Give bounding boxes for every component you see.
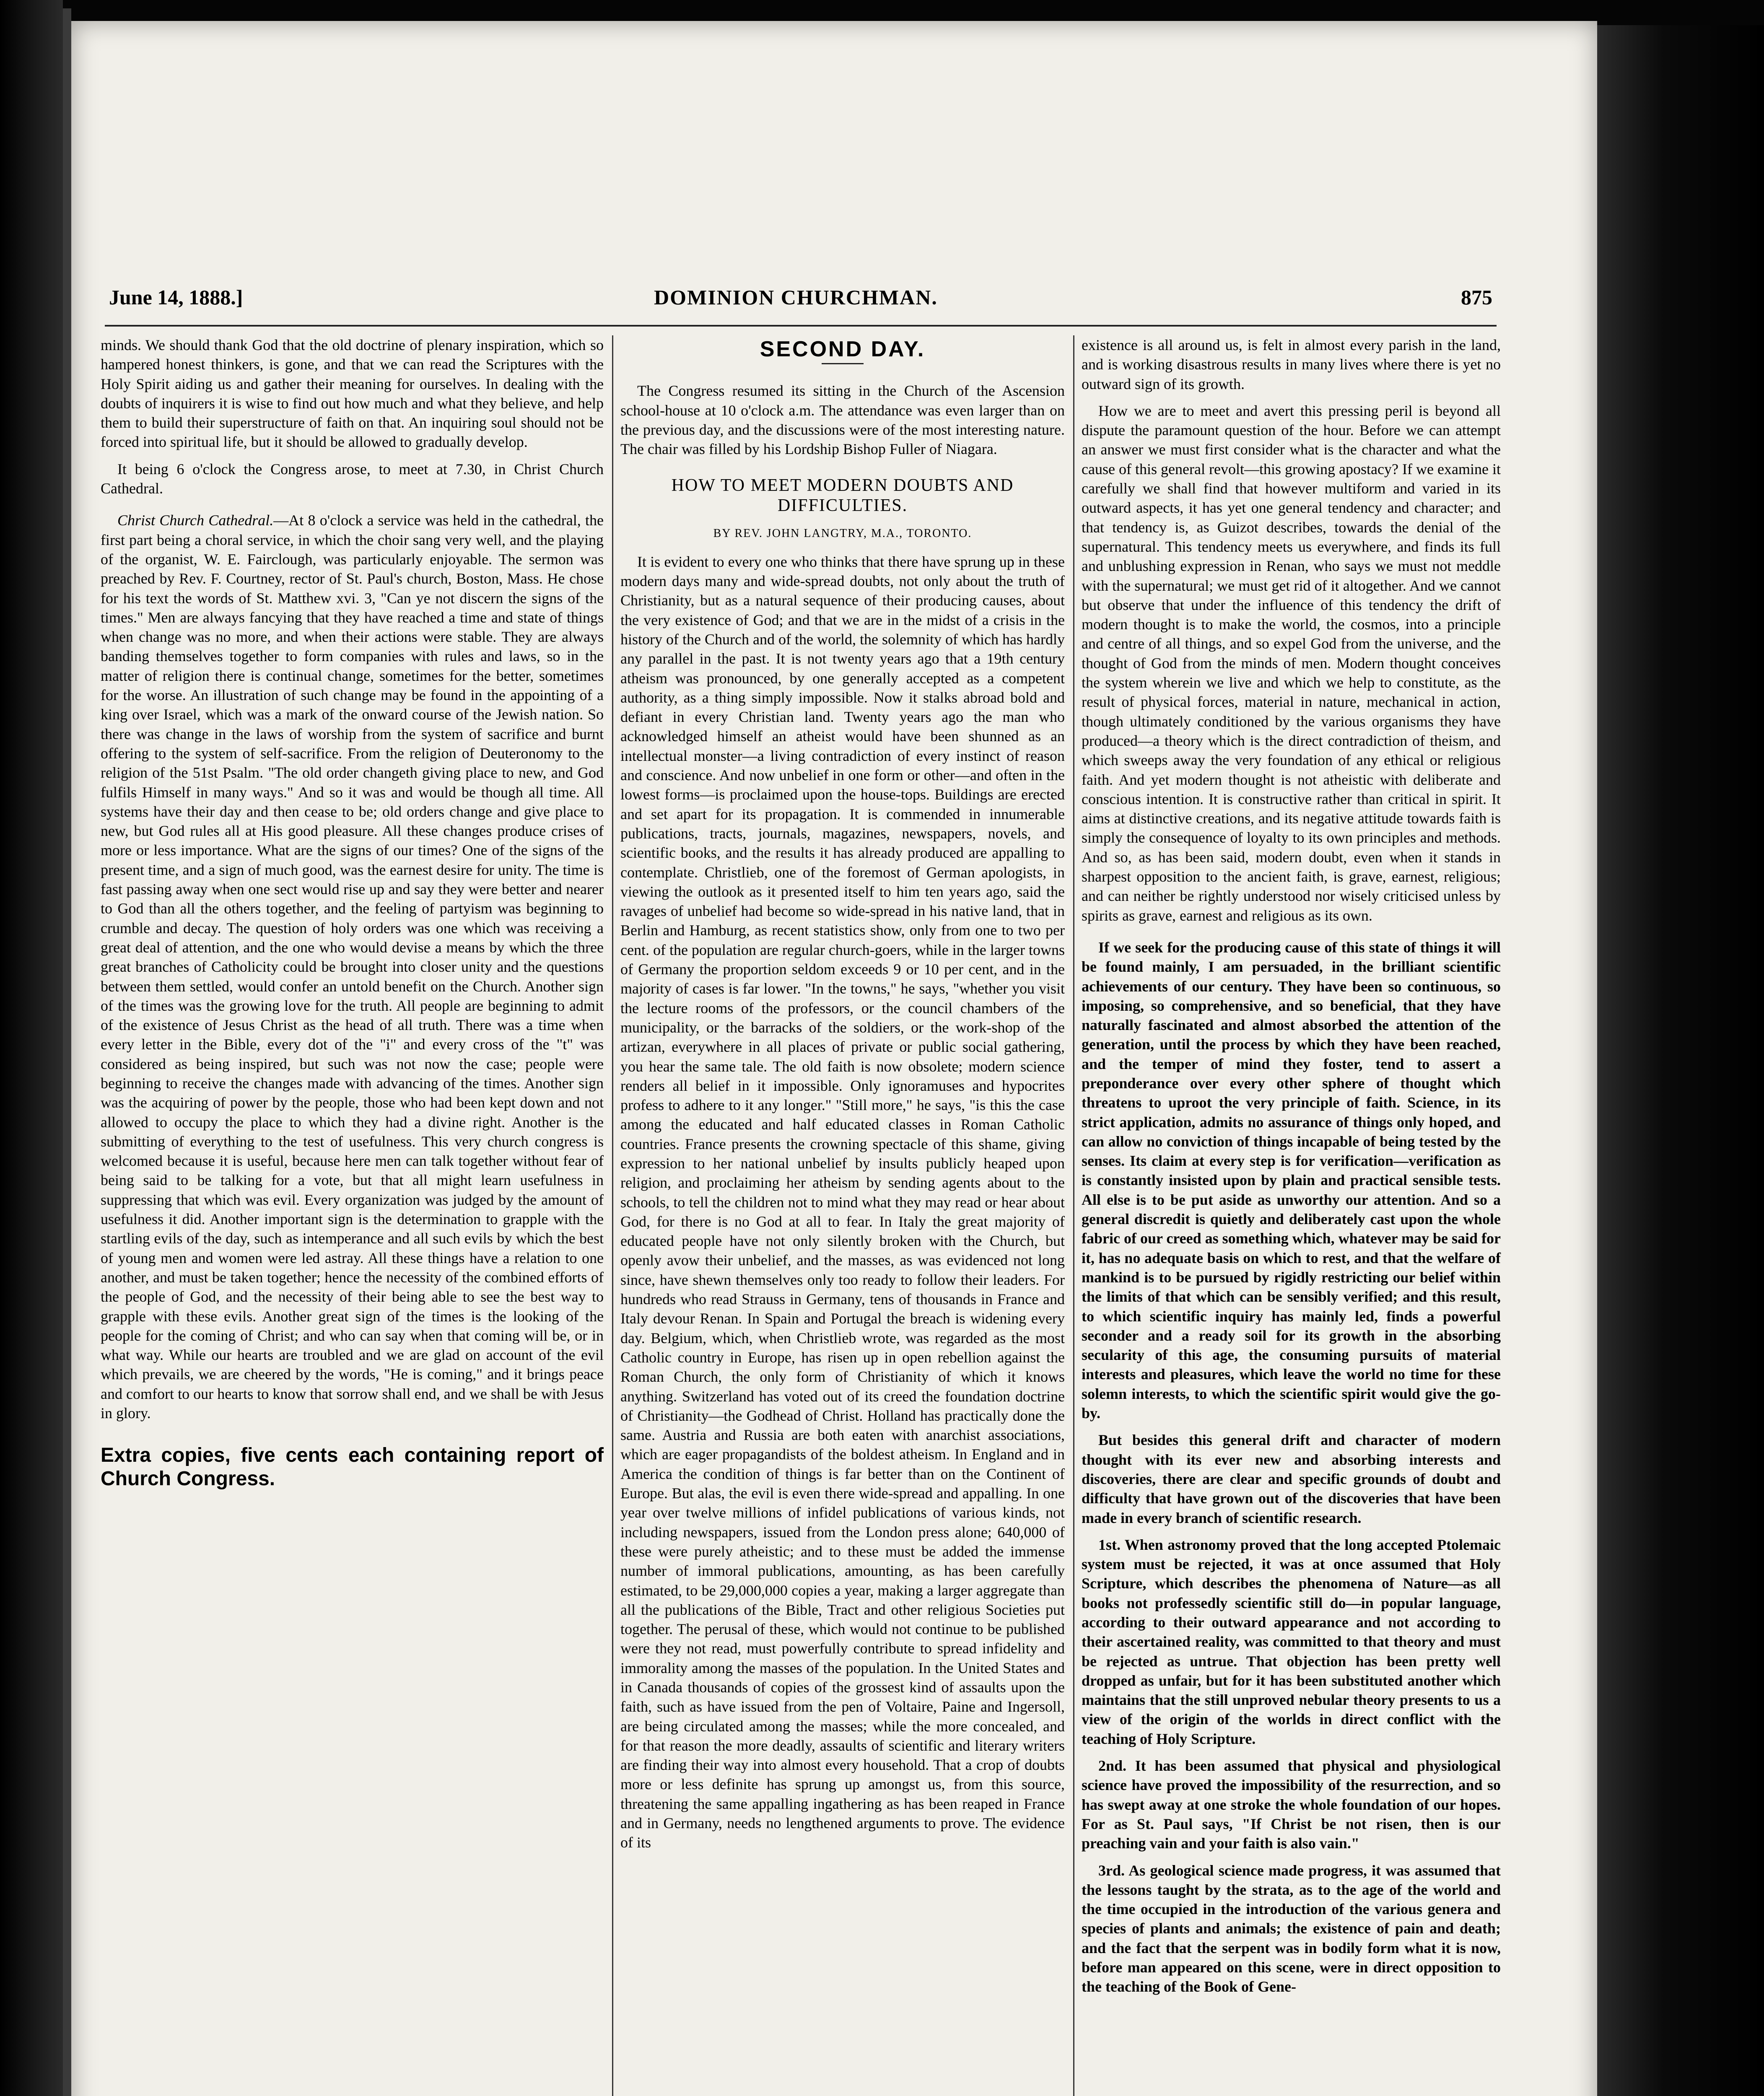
paragraph: existence is all around us, is felt in almost every parish in the land, and is working disastrous results in many lives where there is yet no outward sign of its growth. [1082, 337, 1501, 392]
column-3 [1082, 335, 1501, 2096]
paragraph: 3rd. As geological science made progress, it was assumed that the lessons taught by the strata, as to the age of the world and the time occupied in the introduction of the various genera and species of plants and animals; the existence of pain and death; and the fact that the serpent was in bodily form what it is now, before man appeared on this scene, were in direct opposition to the teaching of the Book of Gene- [1082, 1862, 1501, 1995]
page-header [109, 285, 1492, 319]
paragraph: The Congress resumed its sitting in the Church of the Ascension school-house at 10 o'clock a.m. The attendance was even larger than on the previous day, and the discussions were of the most interesting nature. The chair was filled by his Lordship Bishop Fuller of Niagara. [620, 382, 1065, 458]
header-page-number: 875 [1461, 285, 1492, 309]
book-edge [1597, 25, 1764, 2096]
header-rule [105, 325, 1497, 327]
paragraph-text: —At 8 o'clock a service was held in the cathedral, the first part being a choral service, in which the choir sang very well, and the playing of the organist, W. E. Fairclough, was particularly enjoyable. The sermon was preached by Rev. F. Courtney, rector of St. Paul's church, Boston, Mass. He chose for his text the words of St. Matthew xvi. 3, "Can ye not discern the signs of the times." Men are always fancying that they have reached a time and state of things when change was no more, and when their actions were stable. They are always banding themselves together to form companies with rules and laws, so in the matter of religion there is continual change, sometimes for the better, sometimes for the worse. An illustration of such change may be found in the appointing of a king over Israel, which was a mark of the onward course of the Jewish nation. So there was change in the laws of worship from the system of sacrifice and burnt offering to the system of self-sacrifice. From the religion of Deuteronomy to the religion of the 51st Psalm. "The old order changeth giving place to new, and God fulfils Himself in many ways." And so it was and would be though all time. All systems have their day and then cease to be; old orders change and give place to new, but God rules all at His good pleasure. All these changes produce crises of more or less importance. What are the signs of our times? One of the signs of the present time, and a sign of much good, was the earnest desire for unity. The time is fast passing away when one sect would rise up and say they were better and nearer to God than all the others together, and the feeling of partyism was beginning to crumble and decay. The question of holy orders was one which was receiving a great deal of attention, and the one who would devise a means by which the three great branches of Catholicity could be brought into closer unity and the questions between them settled, would confer an untold benefit on the Church. Another sign of the times was the growing love for the truth. All people are beginning to admit of the existence of Jesus Christ as the head of all truth. There was a time when every letter in the Bible, every dot of the "i" and every cross of the "t" was considered as being inspired, but such was not now the case; people were beginning to receive the changes made with advancing of the times. Another sign was the acquiring of power by the people, those who had been kept down and not allowed to occupy the place to which they had a divine right. Another is the submitting of everything to the test of usefulness. This very church congress is welcomed because it is useful, because here men can talk together without fear of being said to be talking for a vote, but that all might learn usefulness in suppressing that which was evil. Every organization was judged by the amount of usefulness it did. Another important sign is the determination to grapple with the startling evils of the day, such as intemperance and all such evils by which the best of young men and women were led astray. All these things have a relation to one another, and must be taken together; hence the necessity of the combined efforts of the people of God, and the necessity of their being able to see the best way to grapple with these evils. Another great sign of the times is the looking of the people for the coming of Christ; and who can say when that coming will be, or in what way. While our hearts are troubled and we are glad on account of the evil which prevails, we are cheered by the words, "He is coming," and it brings peace and comfort to our hearts to know that sorrow shall end, and we shall be with Jesus in glory. [101, 512, 604, 1422]
paragraph: How we are to meet and avert this pressing peril is beyond all dispute the paramount question of the hour. Before we can attempt an answer we must first consider what is the character and what the cause of this general revolt—this growing apostacy? If we examine it carefully we shall find that however multiform and varied in its outward aspects, it has yet one general tendency and character; and that tendency is, as Guizot describes, towards the denial of the supernatural. This tendency meets us everywhere, and finds its full and unblushing expression in Renan, who says we must not meddle with the supernatural; we must get rid of it altogether. And we cannot but observe that under the influence of this tendency the drift of modern thought is to make the world, the cosmos, into a principle and centre of all things, and so expel God from the universe, and the thought of God from the minds of men. Modern thought conceives the system wherein we live and which we help to constitute, as the result of physical forces, material in nature, mechanical in action, though ultimately conditioned by the various organisms they have produced—a theory which is the direct contradiction of theism, and which sweeps away the very foundation of any ethical or religious faith. And yet modern thought is not atheistic with deliberate and conscious intention. It is constructive rather than critical in spirit. It aims at distinctive creations, and its negative attitude towards faith is simply the consequence of loyalty to its own principles and methods. And so, as has been said, modern doubt, even when it stands in sharpest opposition to the ancient faith, is grave, earnest, religious; and can neither be rightly understood nor wisely criticised unless by spirits as grave, earnest and religious as its own. [1082, 402, 1501, 924]
paragraph: minds. We should thank God that the old doctrine of plenary inspiration, which so hampered honest thinkers, is gone, and that we can read the Scriptures with the Holy Spirit aiding us and gather their meaning for ourselves. In dealing with the doubts of inquirers it is wise to find out how much and what they believe, and help them to build their superstructure of faith on that. An inquiring soul should not be forced into spiritual life, but it should be allowed to gradually develop. [101, 337, 604, 451]
paragraph: But besides this general drift and character of modern thought with its ever new and absorbing interests and discoveries, there are clear and specific grounds of doubt and difficulty that have grown out of the discoveries that have been made in every branch of scientific research. [1082, 1432, 1501, 1526]
section-title: SECOND DAY. [760, 337, 926, 361]
paragraph: It being 6 o'clock the Congress arose, to meet at 7.30, in Christ Church Cathedral. [101, 460, 604, 497]
book-spine [0, 0, 63, 2096]
column-divider [1073, 335, 1074, 2096]
column-2 [620, 335, 1065, 2096]
page-edge [63, 8, 71, 2096]
header-title: DOMINION CHURCHMAN. [654, 285, 938, 309]
article-title: HOW TO MEET MODERN DOUBTS AND DIFFICULTIES. [671, 476, 1014, 516]
paragraph: 1st. When astronomy proved that the long accepted Ptolemaic system must be rejected, it was at once assumed that Holy Scripture, which describes the phenomena of Nature—as all books not professedly scientific still do—in popular language, according to their outward appearance and not according to their ascertained reality, was committed to that theory and must be rejected as untrue. That objection has been pretty well dropped as unfair, but for it has been substituted another which maintains that the still unproved nebular theory presents to us a view of the origin of the worlds in direct conflict with the teaching of Holy Scripture. [1082, 1536, 1501, 1747]
paragraph: If we seek for the producing cause of this state of things it will be found mainly, I am persuaded, in the brilliant scientific achievements of our century. They have been so continuous, so imposing, so comprehensive, and so beneficial, that they have naturally fascinated and almost absorbed the attention of the generation, until the process by which they have been reached, and the temper of mind they foster, tend to assert a preponderance over every other sphere of thought which threatens to uproot the very principle of faith. Science, in its strict application, admits no assurance of things only hoped, and can allow no conviction of things incapable of being tested by the senses. Its claim at every step is for verification—verification as is constantly insisted upon by plain and practical sensible tests. All else is to be put aside as unworthy our attention. And so a general discredit is quietly and deliberately cast upon the whole fabric of our creed as something which, whatever may be said for it, has no adequate basis on which to rest, and that the welfare of mankind is to be pursued by rigidly restricting our belief within the limits of that which can be sensibly verified; and this result, to which scientific inquiry has mainly led, finds a powerful seconder and a ready soil for its growth in the absorbing secularity of this age, the consuming pursuits of material interests and pleasures, which leave the world no time for these solemn interests, to which the scientific spirit would give the go-by. [1082, 939, 1501, 1422]
section-rule [822, 363, 864, 364]
column-1 [101, 335, 604, 2096]
extra-copies-notice: Extra copies, five cents each containing report of Church Congress. [101, 1444, 604, 1490]
paragraph: It is evident to every one who thinks that there have sprung up in these modern days many and wide-spread doubts, not only about the truth of Christianity, but as a natural sequence of their producing causes, about the very existence of God; and that we are in the midst of a crisis in the history of the Church and of the world, the solemnity of which has hardly any parallel in the past. It is not twenty years ago that a 19th century atheism was pronounced, by one generally accepted as a competent authority, as a thing simply impossible. Now it stalks abroad bold and defiant in every Christian land. Twenty years ago the man who acknowledged himself an atheist would have been shunned as an intellectual monster—a living contradiction of every instinct of reason and conscience. And now unbelief in one form or other—and often in the lowest forms—is proclaimed upon the house-tops. Buildings are erected and set apart for its propagation. It is commended in innumerable publications, tracts, journals, magazines, newspapers, novels, and scientific books, and the results it has already produced are appalling to contemplate. Christlieb, one of the foremost of German apologists, in viewing the outlook as it presented itself to him ten years ago, said the ravages of unbelief had become so wide-spread in his native land, that in Berlin and Hamburg, as recent statistics show, only from one to two per cent. of the population are regular church-goers, while in the larger towns of Germany the proportion seldom exceeds 9 or 10 per cent, and in the majority of cases is far lower. "In the towns," he says, "whether you visit the lecture rooms of the professors, or the council chambers of the municipality, or the barracks of the soldiers, or the work-shop of the artizan, everywhere in all places of private or public social gathering, you hear the same tale. The old faith is now obsolete; modern science renders all belief in it impossible. Only ignoramuses and hypocrites profess to adhere to it any longer." "Still more," he says, "is this the case among the educated and half educated classes in Roman Catholic countries. France presents the crowning spectacle of this shame, giving expression to her national unbelief by insults publicly heaped upon religion, and proclaiming her atheism by sending agents about to the schools, to tell the children not to mind what they may read or hear about God, for there is no God at all to fear. In Italy the great majority of educated people have not only silently broken with the Church, but openly avow their unbelief, and the masses, as was evidenced not long since, have shewn themselves only too ready to follow their leaders. For hundreds who read Strauss in Germany, tens of thousands in France and Italy devour Renan. In Spain and Portugal the breach is widening every day. Belgium, which, when Christlieb wrote, was regarded as the most Catholic country in Europe, has risen up in open rebellion against the Roman Church, the only form of Christianity of which it knows anything. Switzerland has voted out of its creed the foundation doctrine of Christianity—the Godhead of Christ. Holland has practically done the same. Austria and Russia are both eaten with anarchist associations, which are eager propagandists of the boldest atheism. In England and in America the condition of things is far better than on the Continent of Europe. But alas, the evil is even there wide-spread and appalling. In one year over twelve millions of infidel publications of various kinds, not including newspapers, issued from the London press alone; 640,000 of these were purely atheistic; and to these must be added the immense number of immoral publications, amounting, as has been carefully estimated, to be 29,000,000 copies a year, making a larger aggregate than all the publications of the Bible, Tract and other religious Societies put together. The perusal of these, which would not continue to be published were they not read, must powerfully contribute to spread infidelity and immorality among the masses of the population. In the United States and in Canada thousands of copies of the grossest kind of assaults upon the faith, such as have issued from the pen of Voltaire, Paine and Ingersoll, are being circulated among the masses; while the more concealed, and for that reason the more deadly, assaults of scientific and literary writers are finding their way into almost every household. That a crop of doubts more or less definite has sprung up amongst us, from this source, threatening the same appalling ingathering as has been reaped in France and in Germany, needs no lengthened arguments to prove. The evidence of its [620, 553, 1065, 1851]
article-byline: BY REV. JOHN LANGTRY, M.A., TORONTO. [713, 527, 972, 540]
header-date: June 14, 1888.] [109, 285, 243, 309]
run-in-heading: Christ Church Cathedral. [117, 512, 274, 529]
paragraph: 2nd. It has been assumed that physical and physiological science have proved the impossibility of the resurrection, and so has swept away at one stroke the whole foundation of our hopes. For as St. Paul says, "If Christ be not risen, then is our preaching vain and your faith is also vain." [1082, 1757, 1501, 1852]
column-divider [612, 335, 613, 2096]
paragraph [101, 511, 604, 1423]
